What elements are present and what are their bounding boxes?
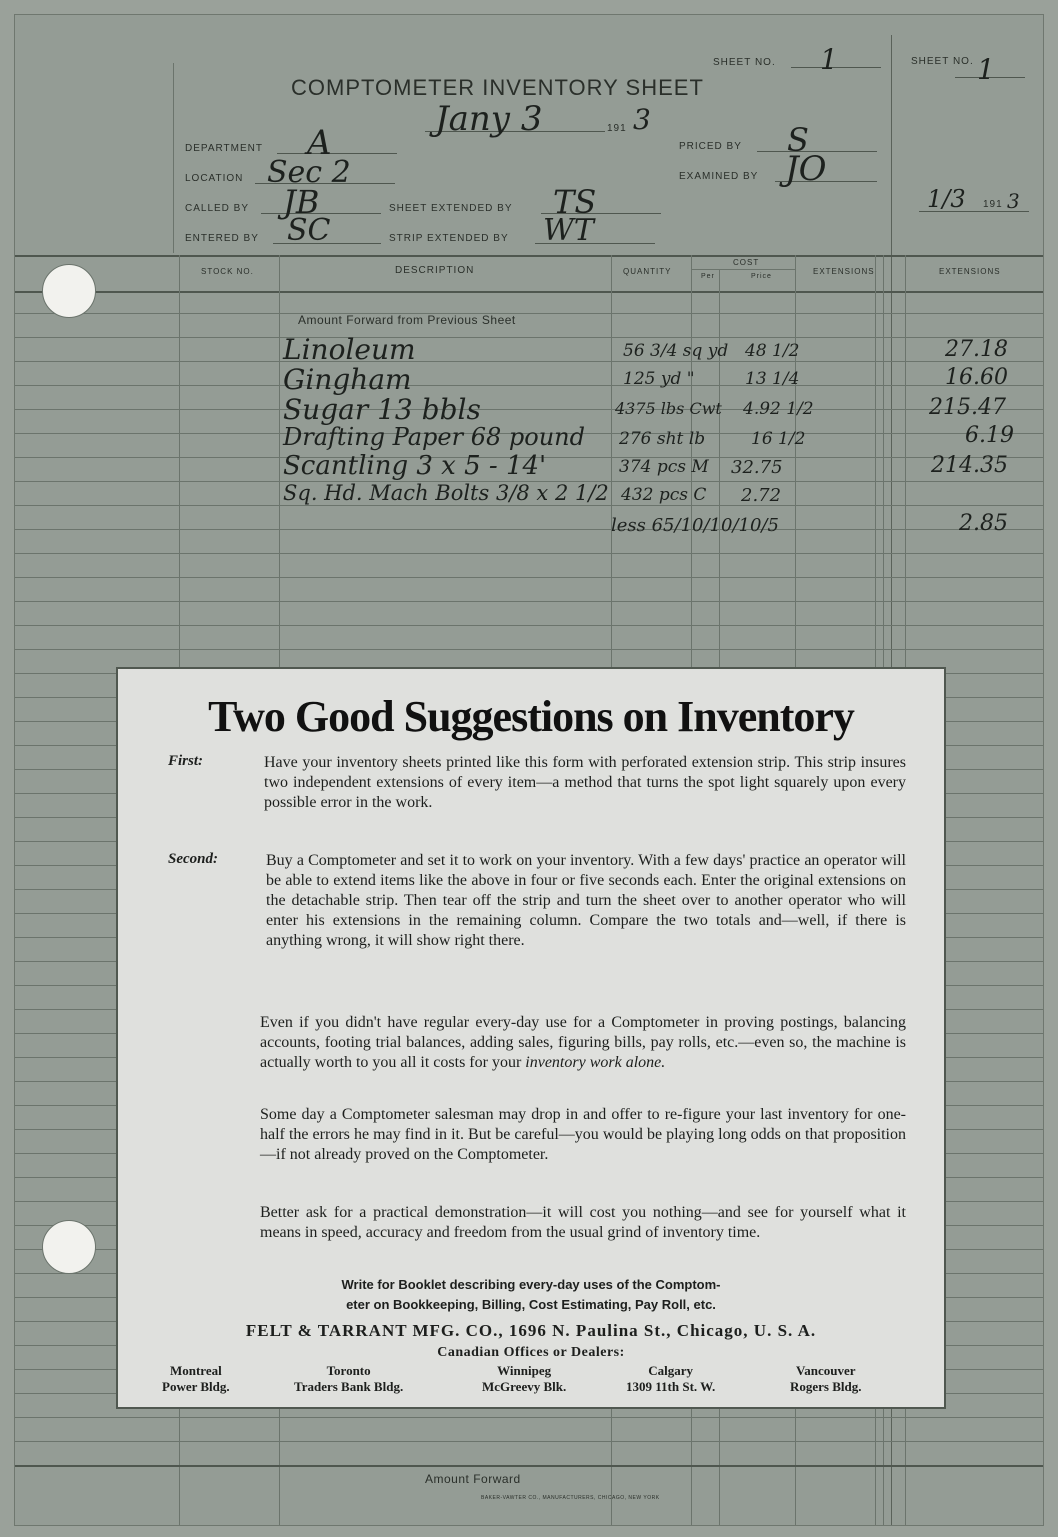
department-value: A xyxy=(307,123,332,163)
row-extension: 214.35 xyxy=(931,453,1008,478)
amount-forward: Amount Forward xyxy=(425,1472,521,1486)
sheet-extended-value: TS xyxy=(553,183,597,221)
row-price: 32.75 xyxy=(731,457,783,478)
row-quantity: less 65/10/10/10/5 xyxy=(611,515,779,536)
canadian-heading: Canadian Offices or Dealers: xyxy=(437,1345,625,1360)
advertisement-box xyxy=(116,667,946,1409)
location-value: Sec 2 xyxy=(267,155,351,190)
dealer-city: Montreal xyxy=(169,1363,222,1378)
col-per: Per xyxy=(701,273,715,280)
row-rule xyxy=(15,649,1043,650)
row-price: 13 1/4 xyxy=(745,369,800,389)
sheet-extended-label: SHEET EXTENDED BY xyxy=(389,203,513,214)
strip-sheet-label: SHEET NO. xyxy=(911,56,974,67)
company-address: FELT & TARRANT MFG. CO., 1696 N. Paulina St., Chicago, U. S. A. xyxy=(245,1321,817,1340)
examined-by-label: EXAMINED BY xyxy=(679,171,759,182)
col-strip-extensions: EXTENSIONS xyxy=(939,267,1001,276)
dealer-place: Power Bldg. xyxy=(162,1379,230,1394)
row-price: 16 1/2 xyxy=(751,429,806,449)
dealer-place: Traders Bank Bldg. xyxy=(294,1379,404,1394)
col-description: DESCRIPTION xyxy=(395,265,475,276)
header-left-rule xyxy=(173,63,174,253)
called-by-label: CALLED BY xyxy=(185,203,250,214)
row-quantity: 374 pcs M xyxy=(619,457,709,477)
binder-hole-bottom xyxy=(42,1220,96,1274)
strip-year-label: 191 xyxy=(983,199,1003,210)
called-by-value: JB xyxy=(283,183,320,221)
row-rule xyxy=(15,625,1043,626)
row-rule xyxy=(15,361,1043,362)
cost-subrule xyxy=(691,269,795,270)
dealer-montreal xyxy=(162,1363,230,1395)
first-paragraph: Have your inventory sheets printed like this form with perforated extension strip. This strip insures two independent extensions of every item—a method that turns the spot light squarely upon every possible error in the work. xyxy=(264,754,906,811)
strip-sheet-value: 1 xyxy=(977,53,995,86)
row-rule xyxy=(15,385,1043,386)
row-description: Linoleum xyxy=(283,333,416,366)
row-quantity: 56 3/4 sq yd xyxy=(623,341,729,361)
entered-by-value: SC xyxy=(287,213,331,248)
cta-line-1: Write for Booklet describing every-day uses of the Comptom- xyxy=(341,1277,721,1292)
dealer-place: McGreevy Blk. xyxy=(482,1379,567,1394)
dealer-winnipeg xyxy=(482,1363,566,1395)
ad-headline: Two Good Suggestions on Inventory xyxy=(208,692,854,741)
row-price: 48 1/2 xyxy=(745,341,800,361)
col-quantity: QUANTITY xyxy=(623,267,672,276)
first-label: First: xyxy=(168,753,204,769)
binder-hole-top xyxy=(42,264,96,318)
fifth-paragraph: Better ask for a practical demonstration—it will cost you nothing—and see for yourself what it means in speed, accuracy and freedom from the usual grind of inventory time. xyxy=(260,1204,906,1241)
row-rule xyxy=(15,553,1043,554)
col-stock-no: STOCK NO. xyxy=(201,267,254,276)
strip-extended-value: WT xyxy=(543,213,594,248)
col-price: Price xyxy=(751,273,772,280)
dealer-city: Winnipeg xyxy=(497,1363,552,1378)
sheet-no-label: SHEET NO. xyxy=(713,57,776,68)
third-paragraph-emphasis: inventory work alone. xyxy=(525,1054,666,1071)
year-suffix: 3 xyxy=(633,103,651,136)
fourth-paragraph: Some day a Comptometer salesman may drop in and offer to re-figure your last inventory for one-half the errors he may find in it. But be careful—you would be playing long odds on that proposition—if not already proved on the Comptometer. xyxy=(260,1106,906,1163)
form-title: COMPTOMETER INVENTORY SHEET xyxy=(291,75,704,100)
row-quantity: 276 sht lb xyxy=(619,429,706,449)
row-rule xyxy=(15,529,1043,530)
dealer-place: 1309 11th St. W. xyxy=(626,1379,716,1394)
priced-by-label: PRICED BY xyxy=(679,141,742,152)
row-rule xyxy=(15,505,1043,506)
cta-line-2: eter on Bookkeeping, Billing, Cost Estimating, Pay Roll, etc. xyxy=(346,1297,716,1312)
dealer-city: Toronto xyxy=(326,1363,371,1378)
row-extension: 16.60 xyxy=(945,365,1008,390)
printer-imprint: BAKER-VAWTER CO., MANUFACTURERS, CHICAGO, NEW YORK xyxy=(481,1495,660,1501)
dealer-vancouver xyxy=(790,1363,862,1395)
row-price: 2.72 xyxy=(741,485,782,506)
table-top-rule xyxy=(15,255,1043,257)
row-extension: 215.47 xyxy=(929,395,1006,420)
entered-by-label: ENTERED BY xyxy=(185,233,259,244)
row-extension: 6.19 xyxy=(965,423,1014,448)
row-quantity: 432 pcs C xyxy=(621,485,707,505)
dealer-city: Vancouver xyxy=(796,1363,856,1378)
row-rule xyxy=(15,337,1043,338)
second-label: Second: xyxy=(168,851,218,867)
row-rule xyxy=(15,1417,1043,1418)
table-header-rule xyxy=(15,291,1043,293)
examined-by-value: JO xyxy=(785,149,827,189)
strip-year-value: 3 xyxy=(1007,189,1020,213)
row-rule xyxy=(15,601,1043,602)
row-description: Sugar 13 bbls xyxy=(283,393,481,426)
row-quantity: 4375 lbs Cwt xyxy=(615,399,722,418)
row-description: Sq. Hd. Mach Bolts 3/8 x 2 1/2 xyxy=(283,481,609,505)
row-extension: 2.85 xyxy=(959,511,1008,536)
dealer-city: Calgary xyxy=(648,1363,693,1378)
location-label: LOCATION xyxy=(185,173,244,184)
amount-forward-prev: Amount Forward from Previous Sheet xyxy=(298,313,516,327)
row-rule xyxy=(15,1441,1043,1442)
row-price: 4.92 1/2 xyxy=(743,399,814,419)
department-label: DEPARTMENT xyxy=(185,143,263,154)
department-line xyxy=(277,153,397,154)
strip-extended-label: STRIP EXTENDED BY xyxy=(389,233,509,244)
year-prefix: 191 xyxy=(607,123,627,134)
third-paragraph-text: Even if you didn't have regular every-day use for a Comptometer in proving postings, balancing accounts, footing trial balances, adding sales, figuring bills, pay rolls, etc.—even so, the machine is actually worth to you all it costs for your xyxy=(260,1014,906,1071)
row-description: Gingham xyxy=(283,363,412,396)
footer-rule xyxy=(15,1465,1043,1467)
third-paragraph xyxy=(260,1013,906,1073)
row-rule xyxy=(15,313,1043,314)
col-cost: COST xyxy=(733,258,760,267)
second-paragraph: Buy a Comptometer and set it to work on your inventory. With a few days' practice an operator will be able to extend items like the above in four or five seconds each. Enter the original extensions on the detachable strip. Then tear off the strip and turn the sheet over to another operator who will enter his extensions in the remaining column. Compare the two totals and—well, if there is anything wrong, it will show right there. xyxy=(266,852,906,949)
col-extensions: EXTENSIONS xyxy=(813,267,875,276)
row-description: Scantling 3 x 5 - 14' xyxy=(283,451,547,481)
strip-date-value: 1/3 xyxy=(927,185,966,213)
sheet-no-value: 1 xyxy=(820,43,838,76)
priced-by-value: S xyxy=(787,121,809,159)
row-description: Drafting Paper 68 pound xyxy=(283,423,585,451)
row-extension: 27.18 xyxy=(945,337,1008,362)
dealer-calgary xyxy=(626,1363,715,1395)
date-value: Jany 3 xyxy=(435,99,543,139)
row-rule xyxy=(15,409,1043,410)
row-rule xyxy=(15,577,1043,578)
row-quantity: 125 yd " xyxy=(623,369,695,389)
dealer-toronto xyxy=(294,1363,403,1395)
dealer-place: Rogers Bldg. xyxy=(790,1379,862,1394)
